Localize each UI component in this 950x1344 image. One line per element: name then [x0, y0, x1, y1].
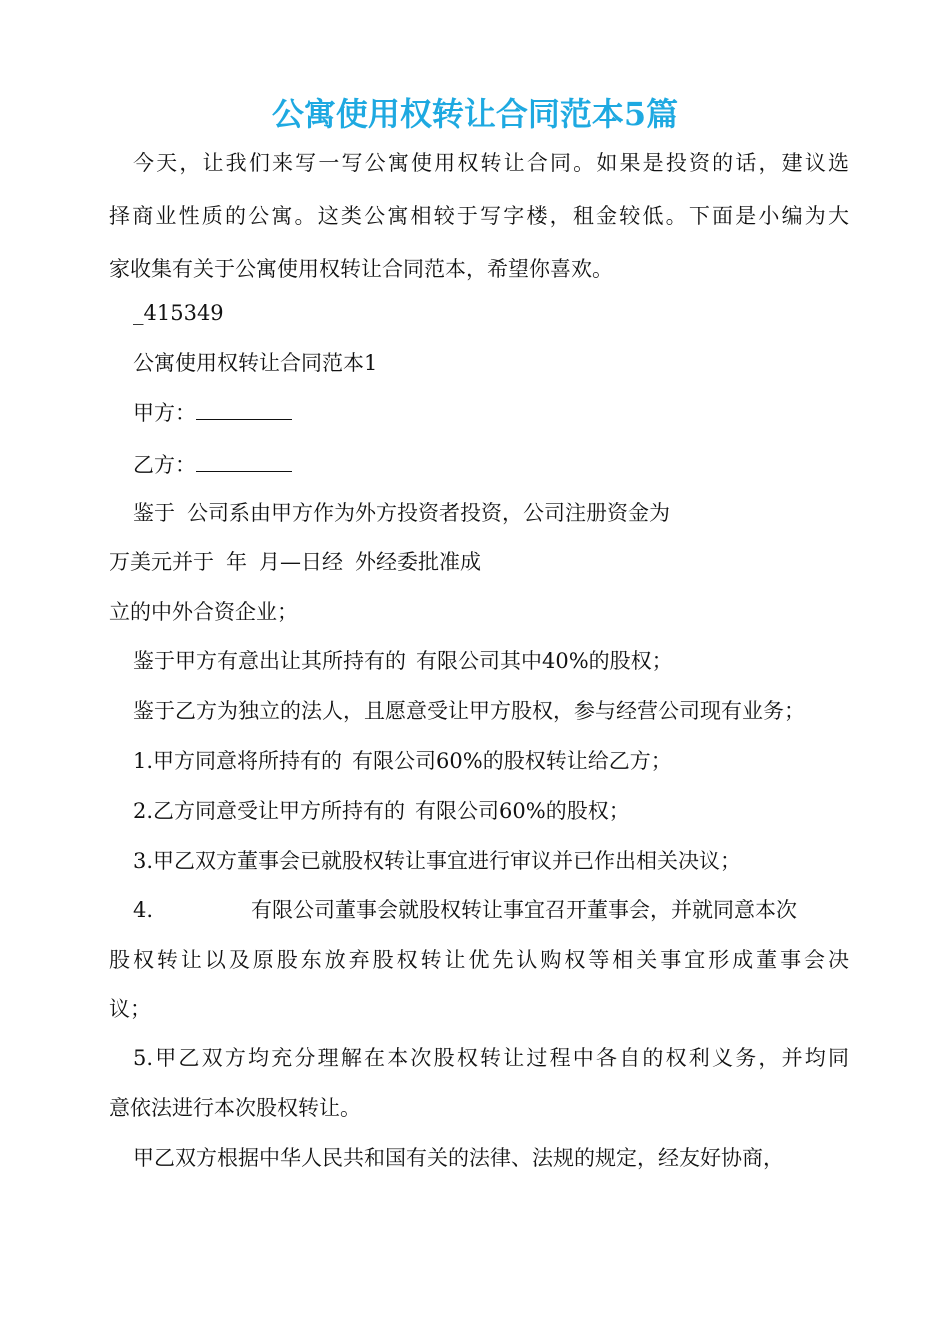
recital-1-cont-part-3: 月—日经	[259, 550, 343, 574]
item-1-part-1: 1.甲方同意将所持有的	[133, 749, 343, 773]
recital-2-part-2: 有限公司其中40%的股权；	[416, 649, 673, 673]
recital-1-cont-part-1: 万美元并于	[109, 550, 214, 574]
recital-1-part-1: 鉴于	[133, 501, 175, 525]
item-2	[133, 796, 630, 826]
item-5-end: 意依法进行本次股权转让。	[109, 1096, 361, 1120]
item-1	[133, 746, 672, 776]
item-4	[133, 895, 849, 925]
party-b-blank	[196, 451, 292, 472]
intro-line-1: 今天，让我们来写一写公寓使用权转让合同。如果是投资的话，建议选	[133, 151, 849, 175]
item-4-continued: 股权转让以及原股东放弃股权转让优先认购权等相关事宜形成董事会决	[109, 948, 849, 972]
recital-1-cont-part-4: 外经委批准成	[355, 550, 481, 574]
party-a-row	[133, 398, 292, 428]
section-heading: 公寓使用权转让合同范本1	[133, 351, 378, 375]
intro-line-3: 家收集有关于公寓使用权转让合同范本，希望你喜欢。	[109, 257, 613, 281]
party-a-blank	[196, 399, 292, 420]
reference-code: _415349	[133, 301, 224, 325]
party-a-label: 甲方：	[133, 401, 196, 425]
item-5: 5.甲乙双方均充分理解在本次股权转让过程中各自的权利义务，并均同	[133, 1046, 849, 1070]
recital-1-end: 立的中外合资企业；	[109, 600, 298, 624]
closing-line: 甲乙双方根据中华人民共和国有关的法律、法规的规定，经友好协商，	[133, 1146, 784, 1170]
item-4-number: 4.	[133, 898, 154, 922]
recital-2	[133, 646, 673, 676]
item-2-part-1: 2.乙方同意受让甲方所持有的	[133, 799, 406, 823]
item-3: 3.甲乙双方董事会已就股权转让事宜进行审议并已作出相关决议；	[133, 849, 742, 873]
document-title: 公寓使用权转让合同范本5篇	[271, 95, 679, 133]
recital-3: 鉴于乙方为独立的法人，且愿意受让甲方股权，参与经营公司现有业务；	[133, 699, 805, 723]
item-1-part-2: 有限公司60%的股权转让给乙方；	[352, 749, 672, 773]
intro-line-2: 择商业性质的公寓。这类公寓相较于写字楼，租金较低。下面是小编为大	[109, 204, 849, 228]
item-2-part-2: 有限公司60%的股权；	[415, 799, 630, 823]
recital-1-cont-part-2: 年	[226, 550, 247, 574]
recital-2-part-1: 鉴于甲方有意出让其所持有的	[133, 649, 406, 673]
recital-1	[133, 498, 670, 528]
party-b-label: 乙方：	[133, 453, 196, 477]
item-4-text: 有限公司董事会就股权转让事宜召开董事会，并就同意本次	[251, 898, 798, 922]
recital-1-continued	[109, 547, 481, 577]
item-4-end: 议；	[109, 997, 151, 1021]
party-b-row	[133, 450, 292, 480]
recital-1-part-2: 公司系由甲方作为外方投资者投资，公司注册资金为	[187, 501, 670, 525]
